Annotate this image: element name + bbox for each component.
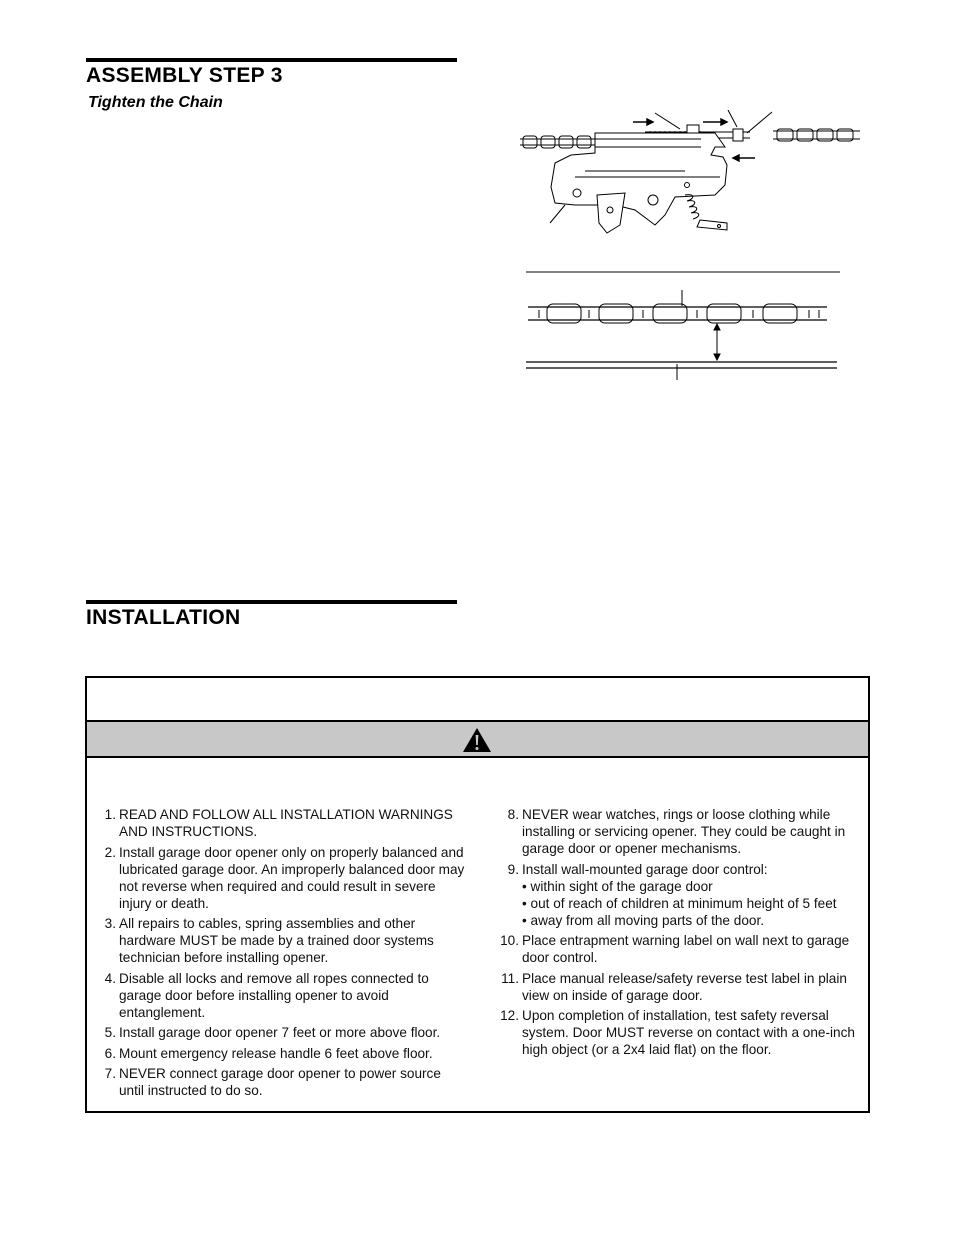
chain-slack-diagram <box>525 268 845 383</box>
list-item: 10. Place entrapment warning label on wall next to garage door control. <box>500 933 850 965</box>
section-rule-installation <box>86 600 457 604</box>
list-item: 3. All repairs to cables, spring assemblies and other hardware MUST be made by a trained door systems technician before installing opener. <box>104 916 434 965</box>
list-item: 8. NEVER wear watches, rings or loose clothing while installing or servicing opener. They could be caught in garage door or opener mechanisms. <box>507 807 846 856</box>
list-item: 11. Place manual release/safety reverse test label in plain view on inside of garage door. <box>501 970 847 1003</box>
trolley-chain-diagram <box>515 105 865 240</box>
list-item: 12. Upon completion of installation, test safety reversal system. Door MUST reverse on contact with a one-inch high object (or a 2x4 laid flat) on the floor. <box>500 1008 855 1057</box>
list-item: 5. Install garage door opener 7 feet or more above floor. <box>104 1025 441 1040</box>
assembly-step-title: ASSEMBLY STEP 3 <box>86 64 283 87</box>
list-item: 4. Disable all locks and remove all ropes connected to garage door before installing opener to avoid entanglement. <box>104 970 429 1020</box>
list-item: 2. Install garage door opener only on properly balanced and lubricated garage door. An improperly balanced door may not reverse when required and could result in severe injury or death. <box>104 844 465 911</box>
warning-list-left <box>90 806 465 1103</box>
list-item: 1. READ AND FOLLOW ALL INSTALLATION WARNINGS AND INSTRUCTIONS. <box>104 807 453 839</box>
section-rule-assembly <box>86 58 457 62</box>
warning-box <box>85 676 870 1113</box>
warning-triangle-icon <box>462 727 492 753</box>
installation-title: INSTALLATION <box>86 606 241 629</box>
list-item: 6. Mount emergency release handle 6 feet above floor. <box>104 1045 433 1061</box>
warning-band <box>87 720 868 758</box>
list-item: 7. NEVER connect garage door opener to power source until instructed to do so. <box>104 1066 441 1098</box>
assembly-step-subtitle: Tighten the Chain <box>88 94 223 111</box>
warning-list-right <box>493 806 863 1062</box>
chain-links-left <box>523 136 591 148</box>
list-item: 9. Install wall-mounted garage door control: • within sight of the garage door • out of reach of children at minimum height of 5 feet • away from all moving parts of the door. <box>507 861 837 928</box>
